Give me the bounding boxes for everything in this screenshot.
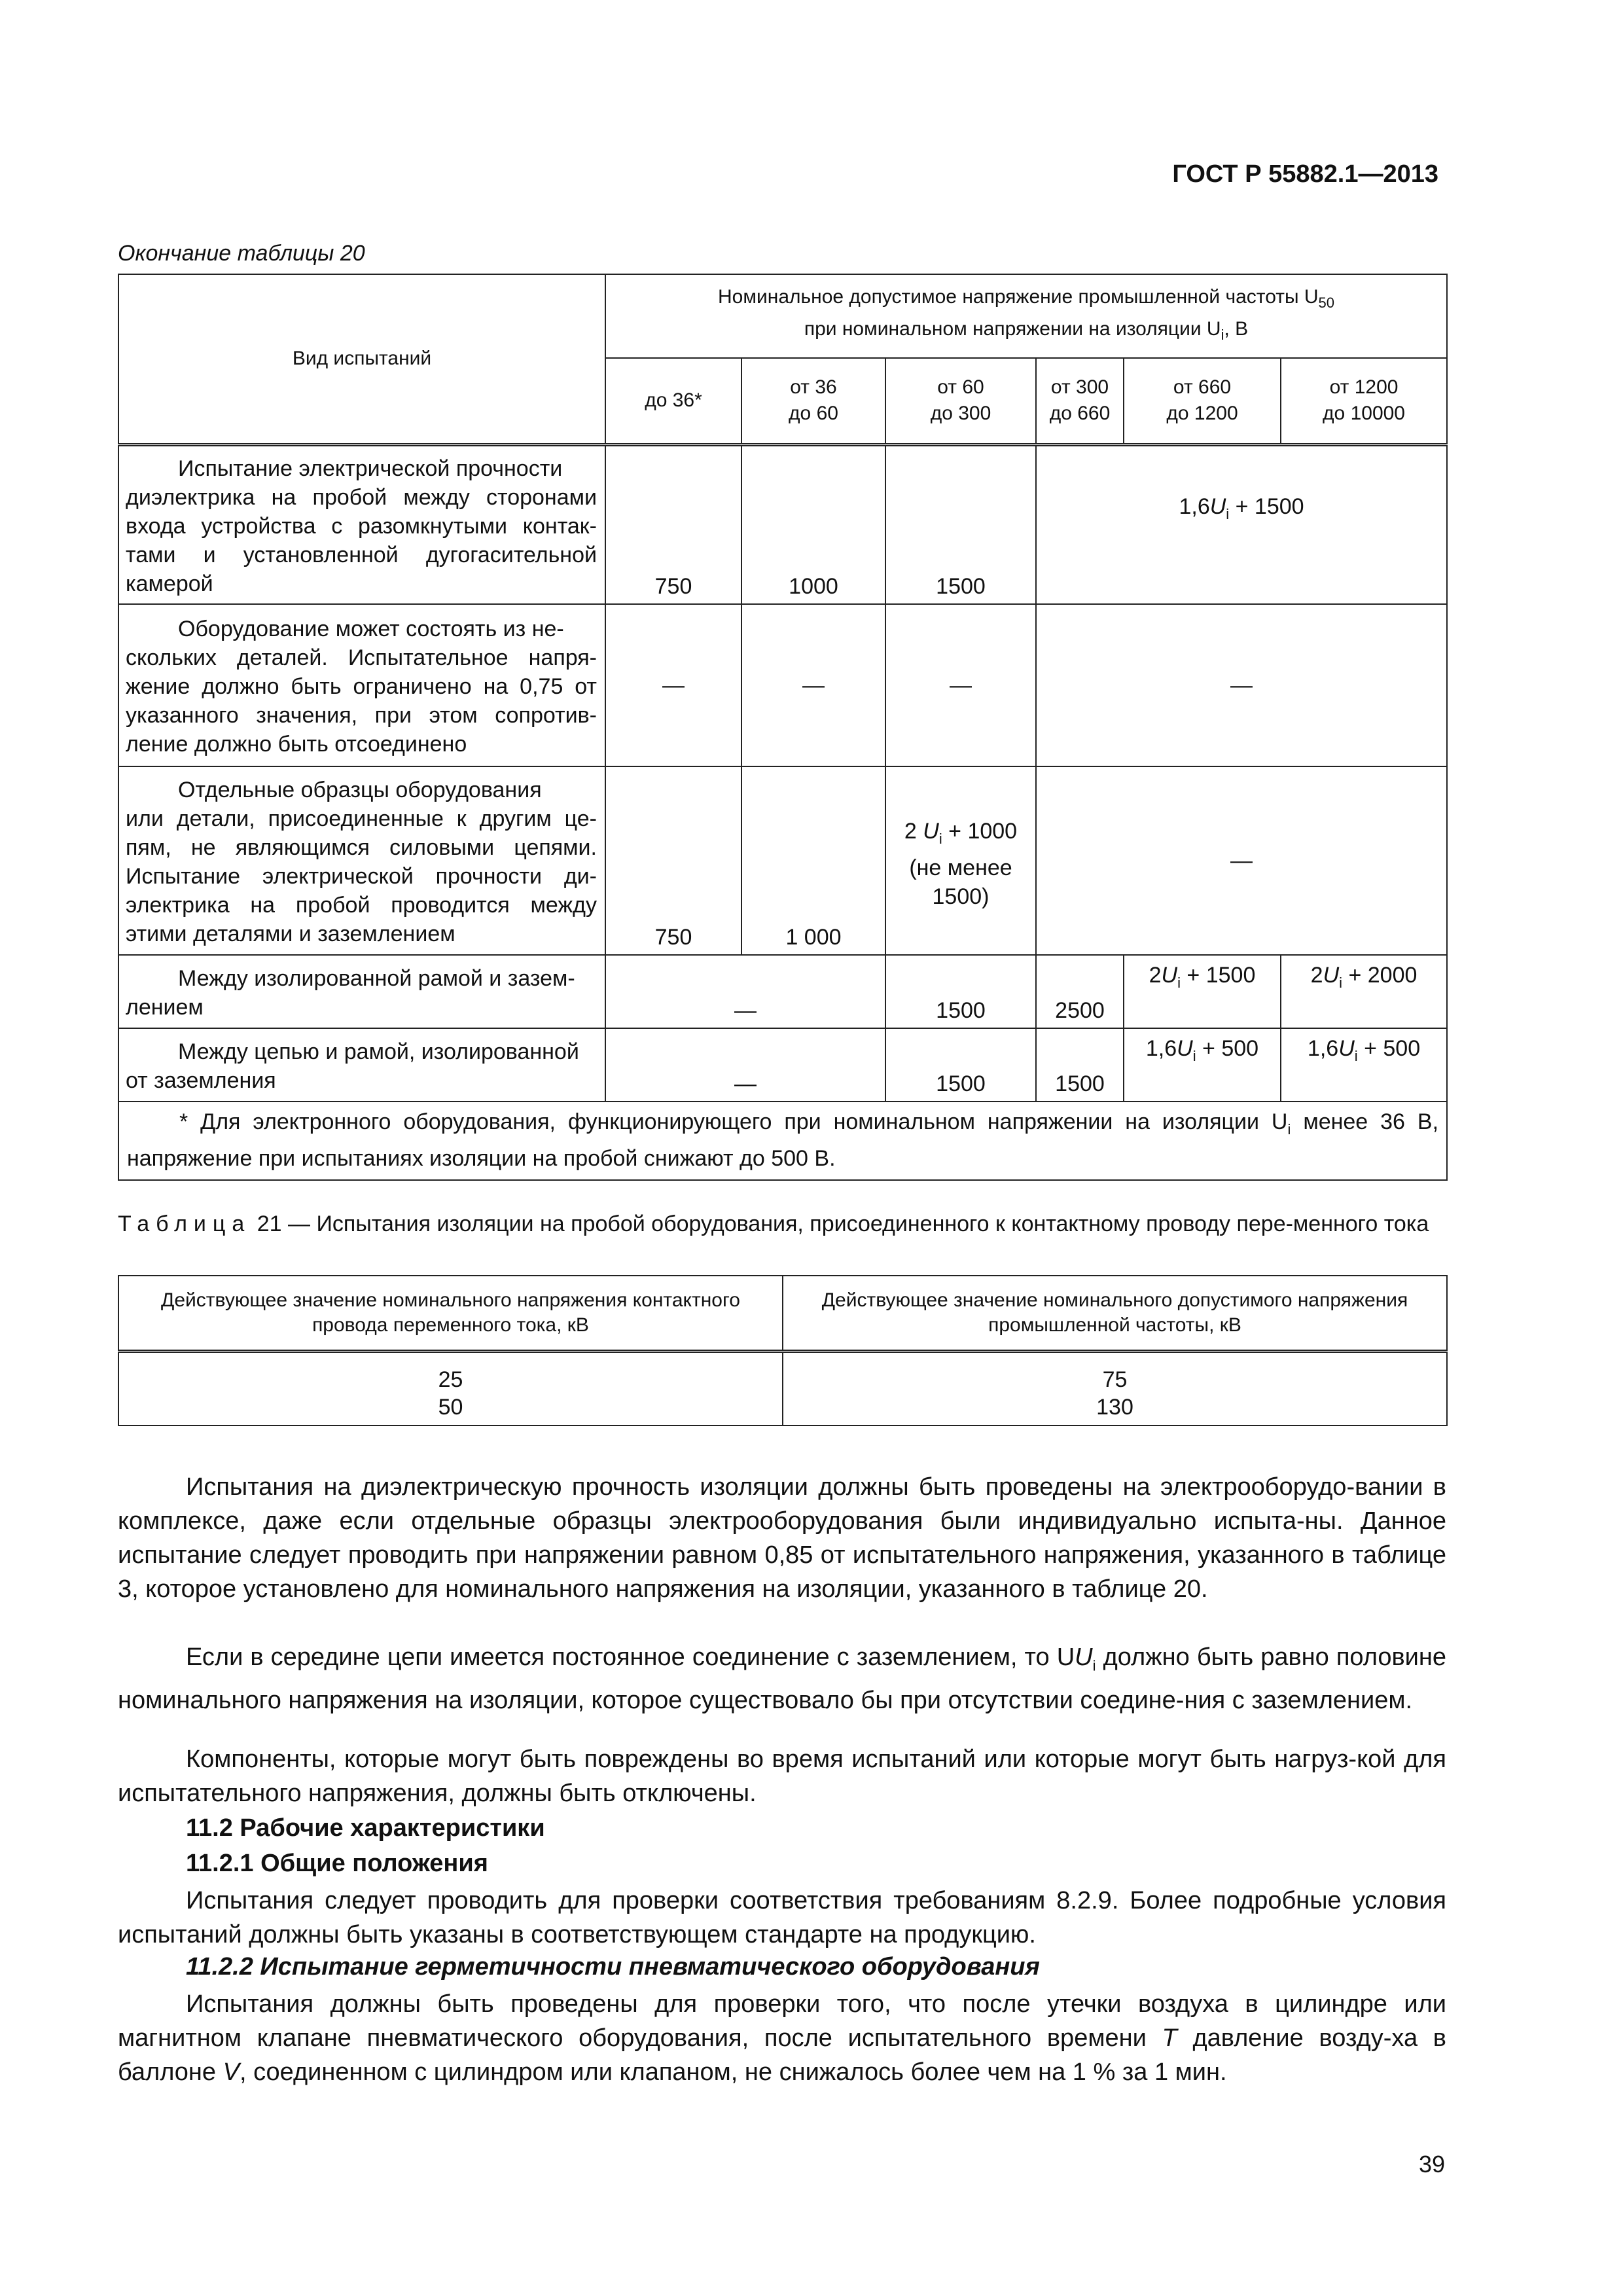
header-col-2: от 36 до 60	[741, 358, 885, 444]
header-col-3: от 60 до 300	[885, 358, 1036, 444]
cell-value: —	[605, 1028, 885, 1102]
cell-value: —	[741, 604, 885, 766]
cell-value: 750	[605, 444, 741, 604]
cell-value: $1,6U_i + 500$	[1281, 1028, 1447, 1102]
cell-value: 1500	[885, 444, 1036, 604]
header-col-5: от 660 до 1200	[1124, 358, 1281, 444]
cell-value-merged: —	[1036, 604, 1447, 766]
header-col-6: от 1200 до 10000	[1281, 358, 1447, 444]
row-description: Между цепью и рамой, изолированной от заземления	[118, 1028, 605, 1102]
header-col-4: от 300 до 660	[1036, 358, 1124, 444]
table-20	[118, 274, 1448, 1181]
table20-footnote: * Для электронного оборудования, функционирующего при номинальном напряжении на изоляции $U_i$ менее 36 В, напряжение при испытаниях изоляции на пробой снижают до 500 В.	[118, 1102, 1447, 1180]
paragraph: Если в середине цепи имеется постоянное соединение с заземлением, то $UU_i$ должно быть равно половине номинального напряжения на изоляции, которое существовало бы при отсутствии соедине-ния с заземлением.	[118, 1643, 1446, 1714]
cell-value: $2U_i + 2000$	[1281, 955, 1447, 1028]
table-21	[118, 1275, 1448, 1426]
row-description: Отдельные образцы оборудования или детали, присоединенные к другим це-пям, не являющимся силовыми цепями. Испытание электрической прочности ди-электрика на пробой проводится между этими деталями и заземлением	[118, 766, 605, 955]
table-row	[118, 1028, 1447, 1102]
row-description: Оборудование может состоять из не- скольких деталей. Испытательное напря-жение должно быть ограничено на 0,75 от указанного значения, при этом сопротив-ление должно быть отсоединено	[118, 604, 605, 766]
cell-value: 2500	[1036, 955, 1124, 1028]
header-test-type: Вид испытаний	[118, 274, 605, 444]
paragraph: Испытания следует проводить для проверки соответствия требованиям 8.2.9. Более подробные условия испытаний должны быть указаны в соответствующем стандарте на продукцию.	[118, 1887, 1446, 1948]
table-row	[118, 955, 1447, 1028]
header-voltage-group: Номинальное допустимое напряжение промышленной частоты $U_{50}$ при номинальном напряжении на изоляции $U_i$, В	[605, 274, 1447, 358]
cell-value: $1,6U_i + 500$	[1124, 1028, 1281, 1102]
subsection-heading: 11.2.1 Общие положения	[186, 1850, 488, 1877]
cell-value: 1500	[885, 955, 1036, 1028]
table-row	[118, 604, 1447, 766]
cell-value: 750	[605, 766, 741, 955]
row-description: Испытание электрической прочности диэлектрика на пробой между сторонами входа устройства с разомкнутыми контак-тами и установленной дугогасительной камерой	[118, 444, 605, 604]
cell-value: 2 $U_i + 1000$ (не менее 1500)	[885, 766, 1036, 955]
cell-value: —	[605, 604, 741, 766]
header-col-1: до 36*	[605, 358, 741, 444]
table20-caption: Окончание таблицы 20	[118, 241, 365, 266]
standard-header: ГОСТ Р 55882.1—2013	[1172, 160, 1438, 188]
subsection-heading: 11.2.2 Испытание герметичности пневматического оборудования	[186, 1953, 1040, 1981]
table21-caption: Таблица 21 — Испытания изоляции на пробой оборудования, присоединенного к контактному проводу пере-менного тока	[118, 1211, 1429, 1236]
cell-value-merged: $1,6U_i + 1500$	[1036, 444, 1447, 604]
cell-contact-voltage: 25 50	[118, 1352, 783, 1426]
paragraph: Испытания должны быть проведены для проверки того, что после утечки воздуха в цилиндре или магнитном клапане пневматического оборудования, после испытательного времени T давление возду-ха в баллоне V, соединенном с цилиндром или клапаном, не снижалось более чем на 1 % за 1 мин.	[118, 1990, 1446, 2086]
page-number: 39	[1418, 2151, 1445, 2178]
cell-value: 1000	[741, 444, 885, 604]
cell-permissible-voltage: 75 130	[783, 1352, 1447, 1426]
cell-value: $2U_i + 1500$	[1124, 955, 1281, 1028]
paragraph: Испытания на диэлектрическую прочность изоляции должны быть проведены на электрооборудо-вании в комплексе, даже если отдельные образцы электрооборудования были индивидуально испыта-ны. Данное испытание следует проводить при напряжении равном 0,85 от испытательного напряжения, указанного в таблице 3, которое установлено для номинального напряжения на изоляции, указанного в таблице 20.	[118, 1473, 1446, 1603]
paragraph: Компоненты, которые могут быть повреждены во время испытаний или которые могут быть нагруз-кой для испытательного напряжения, должны быть отключены.	[118, 1746, 1446, 1807]
section-heading: 11.2 Рабочие характеристики	[186, 1814, 545, 1842]
cell-value: 1 000	[741, 766, 885, 955]
cell-value-merged: —	[1036, 766, 1447, 955]
header-contact-voltage: Действующее значение номинального напряжения контактного провода переменного тока, кВ	[118, 1276, 783, 1352]
cell-value: —	[885, 604, 1036, 766]
row-description: Между изолированной рамой и зазем- лением	[118, 955, 605, 1028]
table-row	[118, 444, 1447, 604]
cell-value: 1500	[885, 1028, 1036, 1102]
cell-value: —	[605, 955, 885, 1028]
table-row	[118, 766, 1447, 955]
header-permissible-voltage: Действующее значение номинального допустимого напряжения промышленной частоты, кВ	[783, 1276, 1447, 1352]
cell-value: 1500	[1036, 1028, 1124, 1102]
